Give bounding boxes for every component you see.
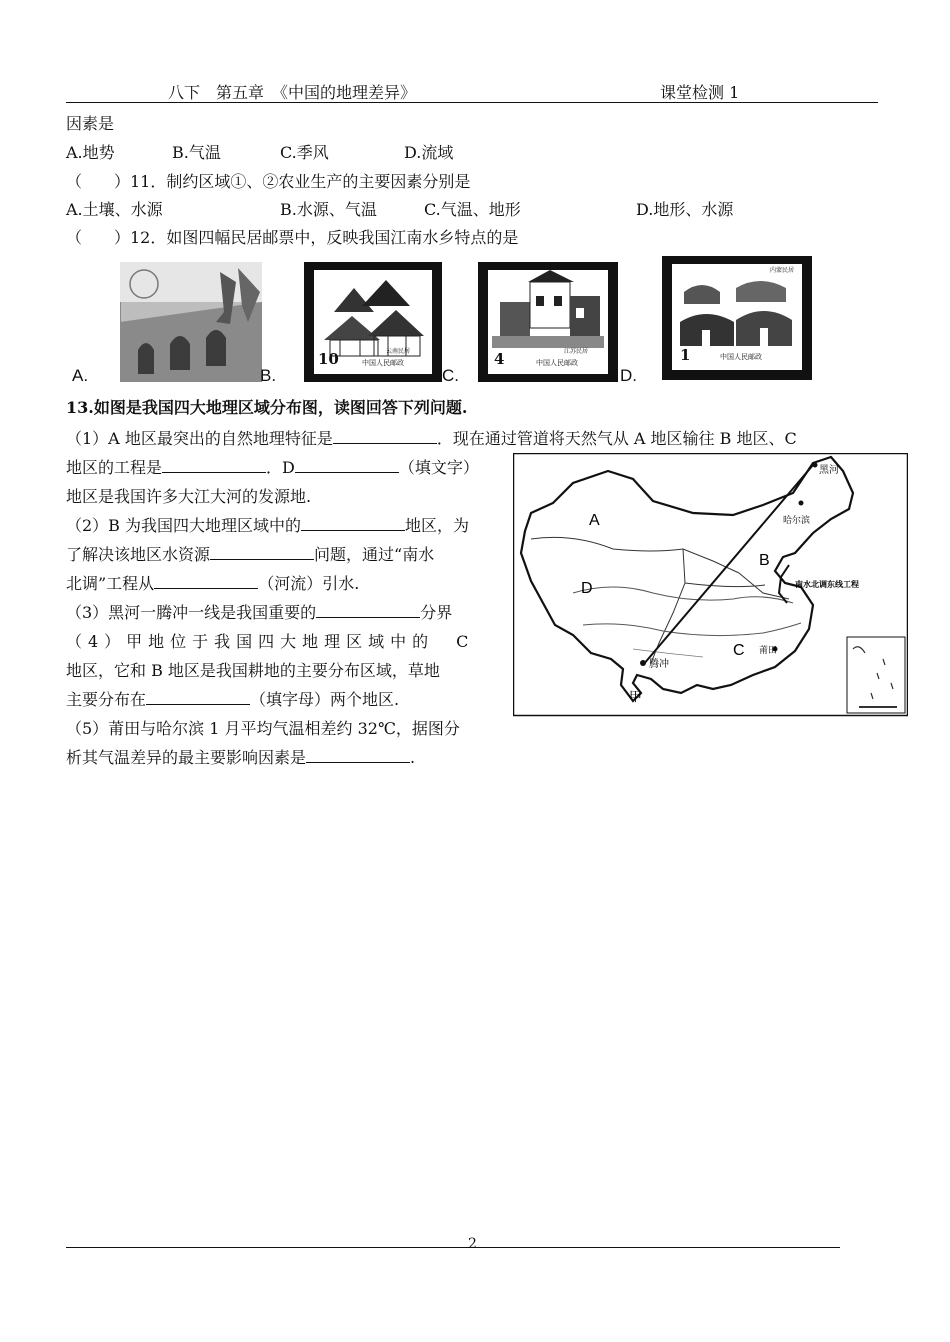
stamp-c-letter: C. <box>442 366 459 385</box>
map-label-harbin: 哈尔滨 <box>783 516 811 526</box>
map-label-tengchong: 腾冲 <box>649 659 669 670</box>
q13-part5-line2: 析其气温差异的最主要影响因素是 . <box>66 748 416 767</box>
q13-part2-line1: （2）B 为我国四大地理区域中的 地区，为 <box>66 516 470 535</box>
page-number: 2 <box>468 1236 477 1252</box>
map-label-d: D <box>581 580 593 597</box>
blank-1[interactable] <box>333 429 437 444</box>
map-label-jia: 甲 <box>629 690 643 705</box>
stamp-c-caption: 中国人民邮政 <box>536 359 578 367</box>
q10-tail: 因素是 <box>66 114 115 133</box>
q13-title: 13.如图是我国四大地理区域分布图，读图回答下列问题. <box>66 398 468 417</box>
map-label-project: 南水北调东线工程 <box>795 580 859 589</box>
q11-option-b: B.水源、气温 <box>280 200 377 219</box>
blank-5[interactable] <box>210 545 314 560</box>
stamp-b-caption: 中国人民邮政 <box>362 359 404 367</box>
q13-part1-line3: 地区是我国许多大江大河的发源地. <box>66 487 312 506</box>
stamp-d-value: 1 <box>680 346 691 364</box>
stamp-c-name: 江苏民居 <box>564 348 589 355</box>
blank-4[interactable] <box>301 516 405 531</box>
header-title: 八下 第五章 《中国的地理差异》 <box>168 83 417 102</box>
blank-7[interactable] <box>316 603 420 618</box>
q10-option-d: D.流域 <box>404 143 454 162</box>
q13-part5-line1: （5）莆田与哈尔滨 1 月平均气温相差约 32℃，据图分 <box>66 719 460 738</box>
footer-rule <box>66 1247 840 1248</box>
stamp-b-name: 云南民居 <box>386 348 411 355</box>
map-label-b: B <box>759 552 770 569</box>
header-rule <box>66 102 878 103</box>
blank-6[interactable] <box>154 574 258 589</box>
china-regions-map <box>513 453 908 717</box>
q13-part1-line2: 地区的工程是 ．D （填文字） <box>66 458 479 477</box>
stamp-d-letter: D. <box>620 366 637 385</box>
stamp-a-letter: A. <box>72 366 89 385</box>
q12-stem: （ ）12．如图四幅民居邮票中，反映我国江南水乡特点的是 <box>66 228 519 247</box>
map-label-heihe: 黑河 <box>819 465 839 476</box>
stamp-d-name: 内蒙民居 <box>770 267 795 274</box>
blank-3[interactable] <box>295 458 399 473</box>
stamp-d-caption: 中国人民邮政 <box>720 353 762 361</box>
q13-part4-line1: （4）甲地位于我国四大地理区域中的 C <box>66 632 475 651</box>
q10-option-b: B.气温 <box>172 143 221 162</box>
map-label-a: A <box>589 512 600 529</box>
stamp-c-value: 4 <box>494 350 505 368</box>
header-label: 课堂检测 1 <box>660 83 740 102</box>
q11-option-d: D.地形、水源 <box>636 200 734 219</box>
q10-option-c: C.季风 <box>280 143 329 162</box>
q11-option-c: C.气温、地形 <box>424 200 521 219</box>
q11-stem: （ ）11．制约区域①、②农业生产的主要因素分别是 <box>66 172 471 191</box>
blank-8[interactable] <box>146 690 250 705</box>
q13-part1-line1: （1）A 地区最突出的自然地理特征是 ．现在通过管道将天然气从 A 地区输往 B 地区、C <box>66 429 797 448</box>
map-label-putian: 莆田 <box>759 646 778 656</box>
q13-part3: （3）黑河一腾冲一线是我国重要的 分界 <box>66 603 453 622</box>
stamp-b-letter: B. <box>260 366 277 385</box>
q10-option-a: A.地势 <box>66 143 115 162</box>
blank-9[interactable] <box>306 748 410 763</box>
blank-2[interactable] <box>162 458 266 473</box>
q11-option-a: A.土壤、水源 <box>66 200 163 219</box>
stamp-a-image <box>120 262 262 382</box>
q13-part4-line2: 地区，它和 B 地区是我国耕地的主要分布区域，草地 <box>66 661 440 680</box>
q13-part2-line2: 了解决该地区水资源 问题，通过“南水 <box>66 545 435 564</box>
map-label-c: C <box>733 642 745 659</box>
stamp-b-value: 10 <box>318 350 339 368</box>
q13-part2-line3: 北调”工程从 （河流）引水. <box>66 574 360 593</box>
q13-part4-line3: 主要分布在 （填字母）两个地区. <box>66 690 400 709</box>
